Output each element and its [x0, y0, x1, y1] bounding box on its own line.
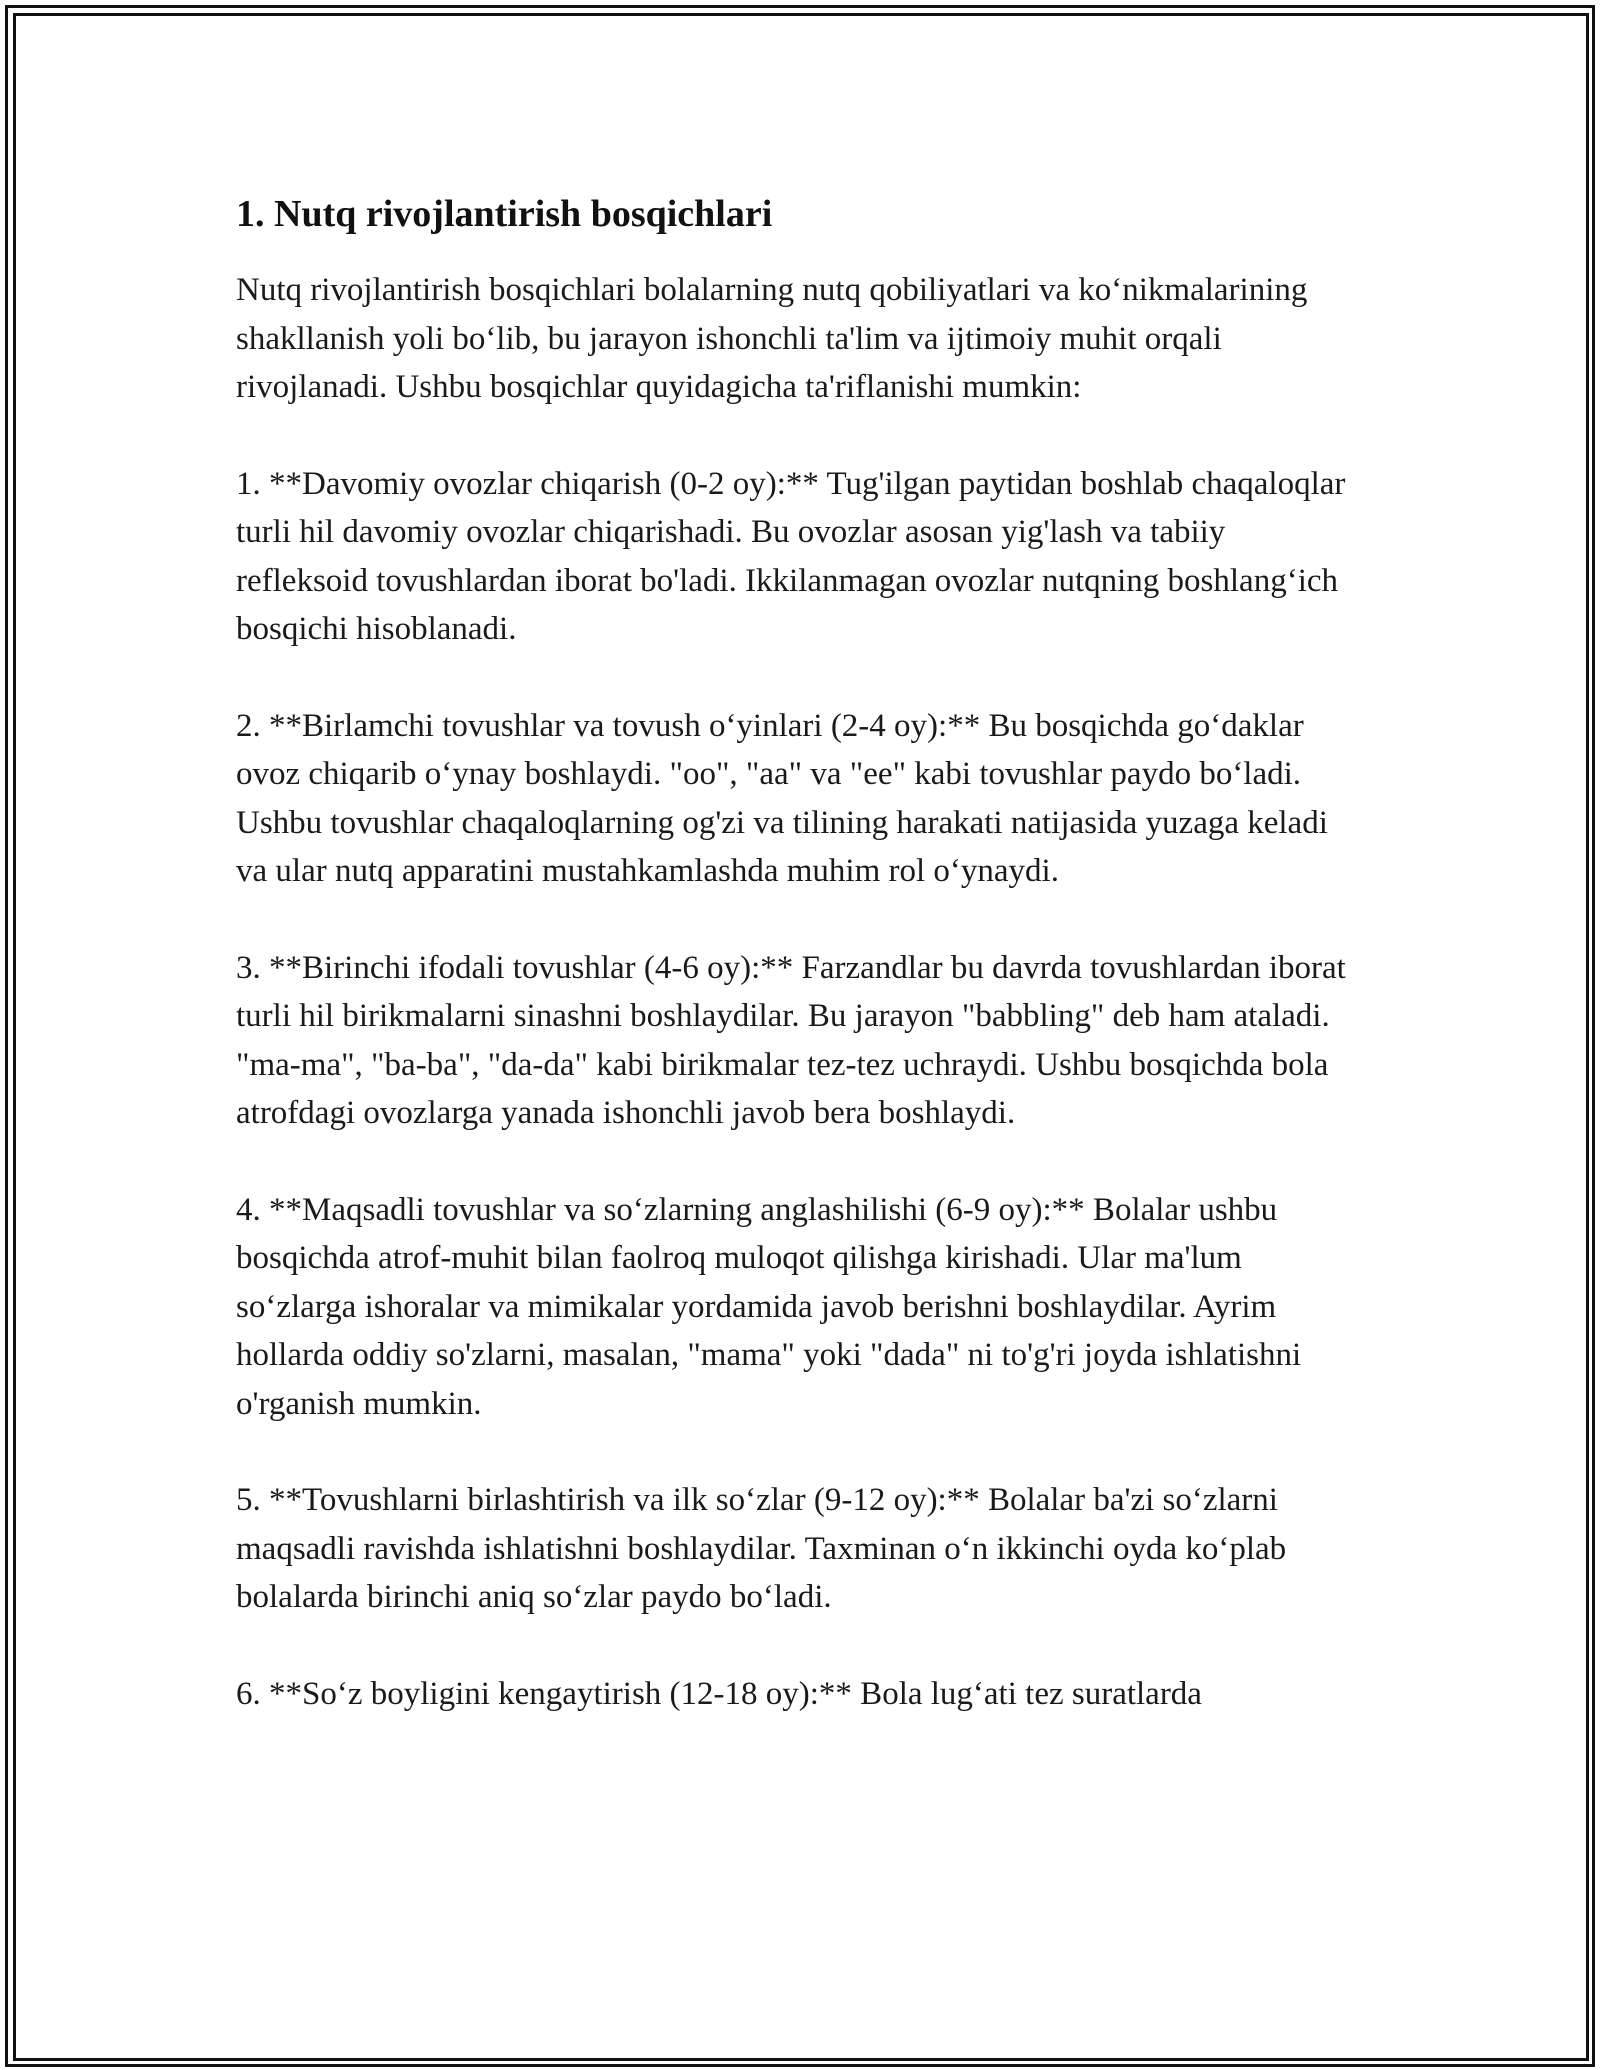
stage-3-paragraph: 3. **Birinchi ifodali tovushlar (4-6 oy):** Farzandlar bu davrda tovushlardan iborat turli hil birikmalarni sinashni boshlaydilar. Bu jarayon "babbling" deb ham ataladi. "ma-ma", "ba-ba", "da-da" kabi birikmalar tez-tez uchraydi. Ushbu bosqichda bola atrofdagi ovozlarga yanada ishonchli javob bera boshlaydi. [236, 949, 1346, 1131]
stage-2-paragraph: 2. **Birlamchi tovushlar va tovush o‘yinlari (2-4 oy):** Bu bosqichda go‘daklar ovoz chiqarib o‘ynay boshlaydi. "oo", "aa" va "ee" kabi tovushlar paydo bo‘ladi. Ushbu tovushlar chaqaloqlarning og'zi va tilining harakati natijasida yuzaga keladi va ular nutq apparatini mustahkamlashda muhim rol o‘ynaydi. [236, 707, 1328, 889]
stage-5-paragraph: 5. **Tovushlarni birlashtirish va ilk so‘zlar (9-12 oy):** Bolalar ba'zi so‘zlarni maqsadli ravishda ishlatishni boshlaydilar. Taxminan o‘n ikkinchi oyda ko‘plab bolalarda birinchi aniq so‘zlar paydo bo‘ladi. [236, 1482, 1287, 1615]
intro-paragraph: Nutq rivojlantirish bosqichlari bolalarning nutq qobiliyatlari va ko‘nikmalarining shakllanish yoli bo‘lib, bu jarayon ishonchli ta'lim va ijtimoiy muhit orqali rivojlanadi. Ushbu bosqichlar quyidagicha ta'riflanishi mumkin: [236, 272, 1308, 405]
section-heading: 1. Nutq rivojlantirish bosqichlari [236, 193, 773, 235]
stage-6-paragraph: 6. **So‘z boyligini kengaytirish (12-18 oy):** Bola lug‘ati tez suratlarda [236, 1675, 1202, 1712]
stage-4-paragraph: 4. **Maqsadli tovushlar va so‘zlarning anglashilishi (6-9 oy):** Bolalar ushbu bosqichda atrof-muhit bilan faolroq muloqot qilishga kirishadi. Ular ma'lum so‘zlarga ishoralar va mimikalar yordamida javob berishni boshlaydilar. Ayrim hollarda oddiy so'zlarni, masalan, "mama" yoki "dada" ni to'g'ri joyda ishlatishni o'rganish mumkin. [236, 1191, 1302, 1422]
stage-1-paragraph: 1. **Davomiy ovozlar chiqarish (0-2 oy):** Tug'ilgan paytidan boshlab chaqaloqlar turli hil davomiy ovozlar chiqarishadi. Bu ovozlar asosan yig'lash va tabiiy refleksoid tovushlardan iborat bo'ladi. Ikkilanmagan ovozlar nutqning boshlang‘ich bosqichi hisoblanadi. [236, 465, 1346, 647]
document-body [236, 186, 1364, 1718]
